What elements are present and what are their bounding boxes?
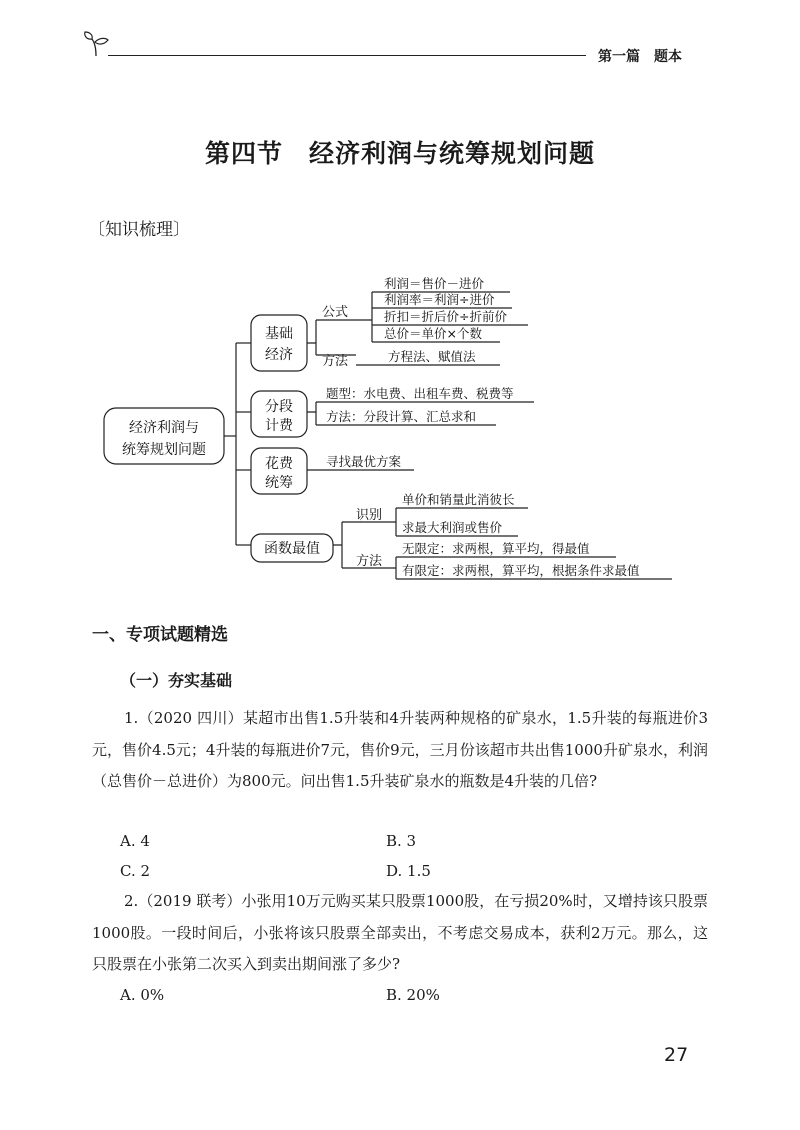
mindmap-spending-line1: 花费 [265,456,293,472]
sprout-icon [82,28,112,58]
mindmap-formula-label: 公式 [322,305,349,320]
question-1-option-a: A. 4 [120,832,150,850]
mindmap-basic-line1: 基础 [265,326,293,342]
question-2-option-a: A. 0% [120,986,165,1004]
mindmap-identify-item: 求最大利润或售价 [402,520,503,535]
header-section-label: 第一篇 题本 [598,49,682,65]
mindmap-formula-item: 利润＝售价－进价 [384,276,485,291]
mindmap-function-method-label: 方法 [356,554,383,569]
header-rule [108,55,586,56]
question-1-option-b: B. 3 [386,832,417,850]
mindmap-formula-item: 折扣＝折后价÷折前价 [384,309,507,324]
mindmap-function-label: 函数最值 [264,541,320,557]
sub-section-heading: （一）夯实基础 [120,671,233,690]
mindmap-identify-label: 识别 [356,508,383,523]
mindmap-basic-line2: 经济 [265,347,293,363]
mindmap-spending-line2: 统筹 [265,475,293,491]
question-1-option-c: C. 2 [120,862,151,880]
mindmap-segment-line1: 分段 [265,399,293,415]
question-1-option-d: D. 1.5 [386,862,431,880]
page-title: 第四节 经济利润与统筹规划问题 [204,139,595,168]
mindmap-function-method-item: 无限定：求两根，算平均，得最值 [402,541,590,556]
mindmap-formula-item: 利润率＝利润÷进价 [384,292,495,307]
question-1-text: 1.（2020 四川）某超市出售1.5升装和4升装两种规格的矿泉水，1.5升装的每瓶进价3元，售价4.5元；4升装的每瓶进价7元，售价9元，三月份该超市共出售1000升矿泉水，利润（总售价－总进价）为800元。问出售1.5升装矿泉水的瓶数是4升装的几倍? [92,709,708,790]
mindmap-segment-item: 方法：分段计算、汇总求和 [326,409,477,424]
mindmap-root-line2: 统筹规划问题 [122,442,206,458]
knowledge-section-label: 〔知识梳理〕 [88,220,190,240]
question-2-option-b: B. 20% [386,986,440,1004]
question-2-text: 2.（2019 联考）小张用10万元购买某只股票1000股，在亏损20%时，又增持该只股票1000股。一段时间后，小张将该只股票全部卖出，不考虑交易成本，获利2万元。那么，这只股票在小张第二次买入到卖出期间涨了多少? [92,892,708,973]
mindmap-segment-line2: 计费 [265,418,293,434]
mindmap-diagram [0,255,800,595]
mindmap-spending-text: 寻找最优方案 [326,454,402,469]
mindmap-segment-item: 题型：水电费、出租车费、税费等 [326,386,514,401]
mindmap-basic-method-label: 方法 [322,354,349,369]
page-number: 27 [664,1044,689,1066]
mindmap-formula-item: 总价＝单价×个数 [384,326,482,341]
mindmap-root-line1: 经济利润与 [129,420,199,436]
section-heading: 一、专项试题精选 [92,625,228,645]
mindmap-identify-item: 单价和销量此消彼长 [402,492,515,507]
mindmap-function-method-item: 有限定：求两根，算平均，根据条件求最值 [402,563,640,578]
mindmap-basic-method-text: 方程法、赋值法 [388,349,476,364]
